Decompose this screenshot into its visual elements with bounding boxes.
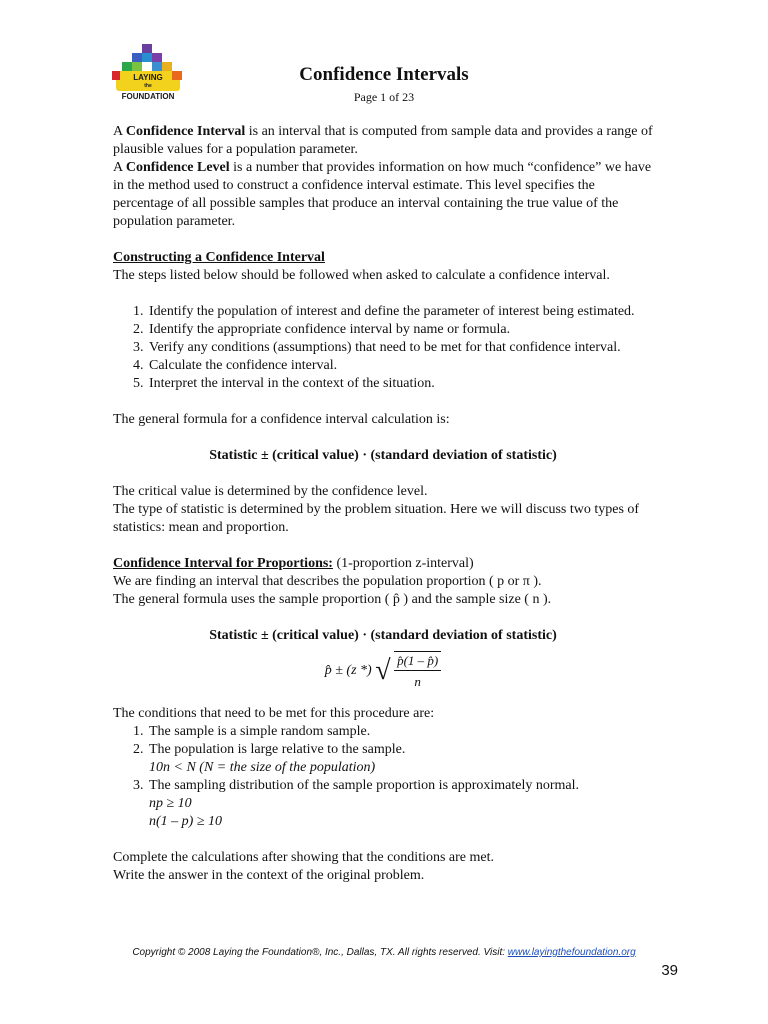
condition-text: The sampling distribution of the sample proportion is approximately normal. [149,778,580,793]
condition-item [147,741,653,777]
condition-text: The population is large relative to the sample. [149,742,406,757]
logo-text-foundation: FOUNDATION [121,92,175,101]
formula-numerator: p̂(1 – p̂) [394,651,441,671]
ci-definition [113,123,653,159]
condition-3-detail-1: np ≥ 10 [149,796,192,811]
proportions-line-1: We are finding an interval that describes the population proportion ( p or π ). [113,574,542,589]
step-item: 2. Identify the appropriate confidence interval by name or formula. [147,321,653,339]
constructing-heading: Constructing a Confidence Interval [113,250,325,265]
proportions-heading-line [113,555,653,573]
ci-term: Confidence Interval [125,124,246,139]
conditions-list [113,723,653,831]
square-root-icon: √ [375,655,391,686]
constructing-text: The steps listed below should be followed when asked to calculate a confidence interval. [113,268,610,283]
cl-definition [113,159,653,231]
closing-line-2: Write the answer in the context of the original problem. [113,868,425,883]
proportions-heading-sub: (1-proportion z-interval) [332,556,474,571]
condition-2-detail: 10n < N (N = the size of the population) [149,760,376,775]
critical-value-note: The critical value is determined by the confidence level. [113,484,428,499]
general-formula-intro: The general formula for a confidence interval calculation is: [113,412,450,427]
condition-item: 1. The sample is a simple random sample. [147,723,653,741]
page-number: 39 [661,962,678,979]
copyright-text: Copyright © 2008 Laying the Foundation®, Inc., Dallas, TX. All rights reserved. Visit: [132,947,508,958]
foundation-link[interactable]: www.layingthefoundation.org [507,947,636,958]
closing-line-1: Complete the calculations after showing that the conditions are met. [113,850,495,865]
page-title: Confidence Intervals [299,64,469,85]
conditions-intro: The conditions that need to be met for this procedure are: [113,706,435,721]
proportions-line-2: The general formula uses the sample proportion ( p̂ ) and the sample size ( n ). [113,592,552,607]
formula-lead: p̂ ± (z *) [324,663,372,679]
condition-item [147,777,653,831]
condition-3-detail-2: n(1 – p) ≥ 10 [149,814,223,829]
step-item: 3. Verify any conditions (assumptions) that need to be met for that confidence interval. [147,339,653,357]
proportions-formula-label: Statistic ± (critical value) · (standard deviation of statistic) [209,628,557,643]
step-item: 1. Identify the population of interest and define the parameter of interest being estimated. [147,303,653,321]
document-body [113,123,653,885]
formula-denominator: n [414,674,421,689]
statistic-type-note: The type of statistic is determined by the problem situation. Here we will discuss two types of statistics: mean and proportion. [113,502,640,535]
copyright-footer [0,947,768,958]
step-item: 5. Interpret the interval in the context of the situation. [147,375,653,393]
logo-text-laying: LAYING [133,73,163,82]
proportion-interval-formula [113,651,653,691]
ci-prefix: A [113,124,126,139]
general-formula: Statistic ± (critical value) · (standard deviation of statistic) [209,448,557,463]
logo-text-the: the [144,83,152,89]
formula-fraction [394,651,441,691]
steps-list [113,303,653,393]
step-item: 4. Calculate the confidence interval. [147,357,653,375]
proportions-heading: Confidence Interval for Proportions: [113,556,333,571]
cl-term: Confidence Level [125,160,230,175]
cl-text: is a number that provides information on how much “confidence” we have in the method used to construct a confidence interval estimate. This level specifies the percentage of all possible samples that produce an interval containing the true value of the population parameter. [113,160,652,229]
page-label: Page 1 of 23 [353,90,415,104]
ci-text: is an interval that is computed from sample data and provides a range of plausible values for a population parameter. [113,124,653,157]
cl-prefix: A [113,160,126,175]
